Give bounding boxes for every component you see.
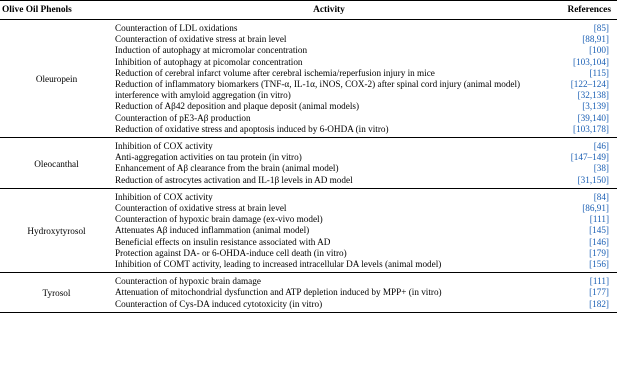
reference-link[interactable]: [3,139] [582, 101, 609, 112]
group-oleocanthal [0, 138, 617, 189]
table-row [0, 138, 617, 153]
activity-cell: interference with amyloid aggregation (in vitro) [115, 90, 291, 101]
phenol-name: Oleocanthal [34, 158, 79, 169]
reference-link[interactable]: [103,104] [573, 56, 609, 67]
table-row [0, 20, 617, 35]
activity-cell: Reduction of inflammatory biomarkers (TNF-α, IL-1α, iNOS, COX-2) after spinal cord injury (animal model) [115, 79, 521, 90]
activity-cell: Attenuation of mitochondrial dysfunction and ATP depletion induced by MPP+ (in vitro) [115, 287, 442, 298]
activity-cell: Reduction of astrocytes activation and IL-1β levels in AD model [115, 174, 353, 185]
header-row [0, 1, 617, 20]
reference-link[interactable]: [111] [589, 214, 609, 225]
reference-link[interactable]: [31,150] [577, 174, 609, 185]
phenol-name: Tyrosol [42, 288, 71, 299]
header-phenols: Olive Oil Phenols [0, 1, 113, 20]
activity-cell: Counteraction of pE3-Aβ production [115, 112, 251, 123]
activity-cell: Inhibition of autophagy at picomolar concentration [115, 56, 303, 67]
reference-link[interactable]: [46] [593, 141, 609, 152]
activity-cell: Beneficial effects on insulin resistance associated with AD [115, 236, 331, 247]
reference-link[interactable]: [84] [593, 191, 609, 202]
activity-cell: Protection against DA- or 6-OHDA-induce cell death (in vitro) [115, 247, 347, 258]
reference-link[interactable]: [88,91] [582, 34, 609, 45]
activity-cell: Enhancement of Aβ clearance from the brain (animal model) [115, 163, 339, 174]
reference-link[interactable]: [177] [589, 287, 609, 298]
header-activity: Activity [113, 1, 545, 20]
activity-cell: Anti-aggregation activities on tau protein (in vitro) [115, 152, 302, 163]
reference-link[interactable]: [146] [589, 236, 609, 247]
reference-link[interactable]: [122–124] [570, 79, 609, 90]
reference-link[interactable]: [156] [589, 259, 609, 270]
reference-link[interactable]: [111] [589, 276, 609, 287]
phenol-name: Hydroxytyrosol [27, 226, 86, 237]
activity-cell: Counteraction of oxidative stress at brain level [115, 203, 287, 214]
reference-link[interactable]: [115] [589, 67, 609, 78]
table-row [0, 273, 617, 288]
phenol-name: Oleuropein [35, 74, 78, 85]
reference-link[interactable]: [179] [589, 247, 609, 258]
activity-cell: Counteraction of hypoxic brain damage (ex-vivo model) [115, 214, 323, 225]
reference-link[interactable]: [145] [589, 225, 609, 236]
activity-cell: Inhibition of COX activity [115, 141, 213, 152]
activity-cell: Attenuates Aβ induced inflammation (animal model) [115, 225, 310, 236]
reference-link[interactable]: [38] [593, 163, 609, 174]
reference-link[interactable]: [182] [589, 298, 609, 309]
activity-cell: Counteraction of LDL oxidations [115, 23, 238, 33]
reference-link[interactable]: [86,91] [582, 203, 609, 214]
activity-cell: Reduction of oxidative stress and apoptosis induced by 6-OHDA (in vitro) [115, 123, 389, 134]
group-oleuropein [0, 20, 617, 138]
activity-cell: Inhibition of COX activity [115, 191, 213, 202]
group-hydroxytyrosol [0, 188, 617, 272]
header-references: References [545, 1, 617, 20]
reference-link[interactable]: [32,138] [577, 90, 609, 101]
reference-link[interactable]: [103,178] [573, 123, 609, 134]
activity-cell: Counteraction of hypoxic brain damage [115, 276, 261, 287]
table-row [0, 188, 617, 203]
group-tyrosol [0, 273, 617, 313]
activity-cell: Counteraction of Cys-DA induced cytotoxicity (in vitro) [115, 298, 323, 309]
reference-link[interactable]: [100] [589, 45, 609, 56]
reference-link[interactable]: [85] [593, 23, 609, 33]
activity-cell: Counteraction of oxidative stress at brain level [115, 34, 287, 45]
activity-cell: Inhibition of COMT activity, leading to increased intracellular DA levels (animal model) [115, 259, 442, 270]
activity-cell: Reduction of Aβ42 deposition and plaque deposit (animal models) [115, 101, 360, 112]
reference-link[interactable]: [39,140] [577, 112, 609, 123]
reference-link[interactable]: [147–149] [570, 152, 609, 163]
activity-cell: Reduction of cerebral infarct volume after cerebral ischemia/reperfusion injury in mice [115, 67, 435, 78]
activity-cell: Induction of autophagy at micromolar concentration [115, 45, 308, 56]
